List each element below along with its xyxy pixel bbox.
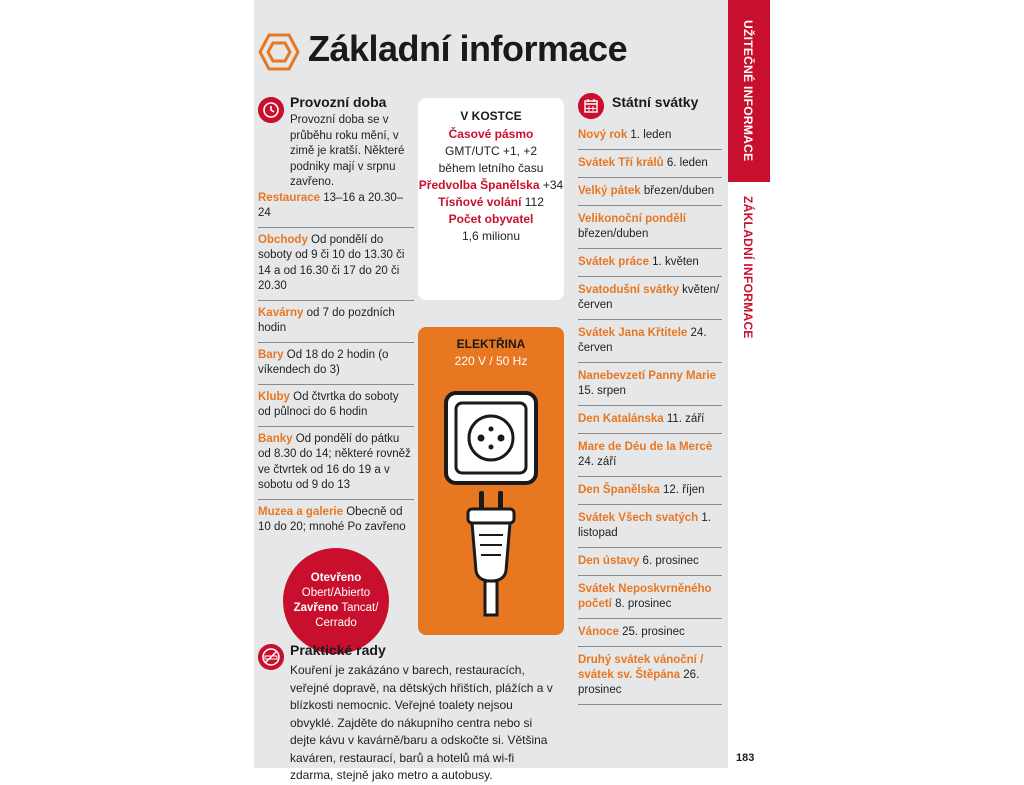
item-text: 1. květen [648, 256, 699, 268]
glance-label: Časové pásmo [448, 127, 534, 141]
badge-closed-label: Zavřeno [293, 602, 339, 614]
item-text: 13–16 a 20.30–24 [258, 191, 404, 219]
item-text: Od pondělí do soboty od 9 či 10 do 13.30 či 14 a od 16.30 či 17 do 20 či 20.30 [258, 233, 405, 292]
side-tab-useful-info[interactable]: UŽITEČNÉ INFORMACE [741, 20, 755, 162]
item-text: 26. prosinec [578, 669, 700, 696]
item-keyword: Muzea a galerie [258, 505, 344, 518]
at-a-glance-box [418, 98, 564, 300]
item-keyword: Druhý svátek vánoční / svátek sv. Štěpána [578, 654, 704, 681]
list-item [578, 582, 722, 619]
electricity-box [418, 327, 564, 635]
holidays-heading: Státní svátky [612, 94, 699, 110]
item-text: Od 18 do 2 hodin (o víkendech do 3) [258, 348, 389, 376]
list-item [578, 184, 722, 206]
item-text: Od čtvrtka do soboty od půlnoci do 6 hodin [258, 390, 399, 418]
hexagon-icon [258, 32, 300, 72]
list-item [258, 191, 414, 228]
item-keyword: Bary [258, 348, 284, 361]
item-keyword: Banky [258, 432, 293, 445]
item-keyword: Vánoce [578, 626, 619, 638]
badge-closed-text: Tancat/ Cerrado [315, 602, 379, 629]
item-keyword: Obchody [258, 233, 308, 246]
item-text: od 7 do pozdních hodin [258, 306, 395, 334]
open-closed-badge [283, 548, 389, 654]
list-item [578, 625, 722, 647]
item-keyword: Svátek Jana Křtitele [578, 327, 688, 339]
item-keyword: Den Katalánska [578, 413, 664, 425]
item-text: 25. prosinec [618, 626, 685, 638]
item-text: 8. prosinec [611, 598, 672, 610]
list-item [578, 212, 722, 249]
glance-value: 112 [521, 195, 544, 209]
list-item [578, 653, 722, 705]
list-item [578, 128, 722, 150]
item-text: Od pondělí do pátku od 8.30 do 14; některé rovněž ve čtvrtek od 16 do 19 a v sobotu od 9 do 13 [258, 432, 411, 491]
list-item [578, 283, 722, 320]
list-item [578, 369, 722, 406]
item-keyword: Nanebevzetí Panny Marie [578, 370, 717, 382]
glance-value: GMT/UTC +1, +2 během letního času [438, 144, 544, 175]
glance-value: 1,6 milionu [461, 229, 521, 243]
list-item [258, 233, 414, 301]
tips-text: Kouření je zakázáno v barech, restauracích, veřejné dopravě, na dětských hřištích, plážích a v blízkosti nemocnic. Veřejné toalety nejsou obvyklé. Zajděte do nákupního centra nebo si dejte kávu v kavárně/baru a odskočte si. Většina kaváren, restaurací, barů a hotelů má wi-fi zdarma, stejně jako metro a autobusy. [290, 663, 553, 782]
at-a-glance-heading: V KOSTCE [460, 109, 522, 123]
item-text: 11. září [663, 413, 705, 425]
list-item [578, 440, 722, 477]
item-keyword: Svátek Všech svatých [578, 512, 699, 524]
item-keyword: Svátek Neposkvrněného početí [578, 583, 712, 610]
item-keyword: Velikonoční pondělí [578, 213, 686, 225]
glance-value: +34 [539, 178, 564, 192]
list-item [258, 390, 414, 427]
tips-section [258, 662, 560, 785]
glance-label: Tísňové volání [438, 195, 522, 209]
item-text: květen/červen [578, 284, 720, 311]
item-text: 24. září [578, 456, 617, 468]
electricity-heading: ELEKTŘINA [456, 337, 526, 351]
item-keyword: Mare de Déu de la Mercè [578, 441, 713, 453]
item-text: Obecně od 10 do 20; mnohé Po zavřeno [258, 505, 406, 533]
electricity-value: 220 V / 50 Hz [454, 354, 528, 368]
list-item [578, 255, 722, 277]
list-item [578, 554, 722, 576]
glance-label: Počet obyvatel [448, 212, 534, 226]
holidays-list [578, 128, 722, 711]
item-keyword: Den Španělska [578, 484, 660, 496]
badge-open-text: Obert/Abierto [301, 587, 371, 599]
item-keyword: Kluby [258, 390, 290, 403]
calendar-icon [578, 93, 604, 119]
item-keyword: Kavárny [258, 306, 304, 319]
opening-hours-list [258, 113, 414, 546]
opening-hours-heading: Provozní doba [290, 94, 387, 110]
item-keyword: Svátek práce [578, 256, 649, 268]
item-text: 1. listopad [578, 512, 711, 539]
power-socket-plug-icon [418, 383, 564, 633]
badge-open-label: Otevřeno [310, 572, 362, 584]
list-item [258, 505, 414, 541]
item-text: 1. leden [627, 129, 672, 141]
list-item [258, 348, 414, 385]
opening-hours-intro: Provozní doba se v průběhu roku mění, v zimě je kratší. Některé podniky mají v srpnu zavřeno. [290, 114, 405, 188]
list-item [578, 326, 722, 363]
item-text: březen/duben [640, 185, 715, 197]
item-text: 15. srpen [578, 385, 626, 397]
page-number: 183 [736, 752, 755, 764]
list-item [578, 483, 722, 505]
list-item [578, 412, 722, 434]
page-title: Základní informace [308, 28, 628, 69]
item-keyword: Restaurace [258, 191, 321, 204]
item-text: 6. prosinec [639, 555, 699, 567]
glance-label: Předvolba Španělska [418, 178, 540, 192]
item-keyword: Svátek Tří králů [578, 157, 664, 169]
item-text: 12. říjen [659, 484, 705, 496]
item-keyword: Den ústavy [578, 555, 640, 567]
list-item [258, 306, 414, 343]
tips-heading: Praktické rady [290, 642, 386, 658]
item-keyword: Svatodušní svátky [578, 284, 679, 296]
list-item [578, 156, 722, 178]
item-keyword: Nový rok [578, 129, 628, 141]
list-item [258, 432, 414, 500]
item-keyword: Velký pátek [578, 185, 641, 197]
item-text: 24. červen [578, 327, 707, 354]
side-tab-basic-info[interactable]: ZÁKLADNÍ INFORMACE [741, 196, 755, 339]
list-item [578, 511, 722, 548]
item-text: 6. leden [663, 157, 708, 169]
item-text: březen/duben [578, 228, 649, 240]
